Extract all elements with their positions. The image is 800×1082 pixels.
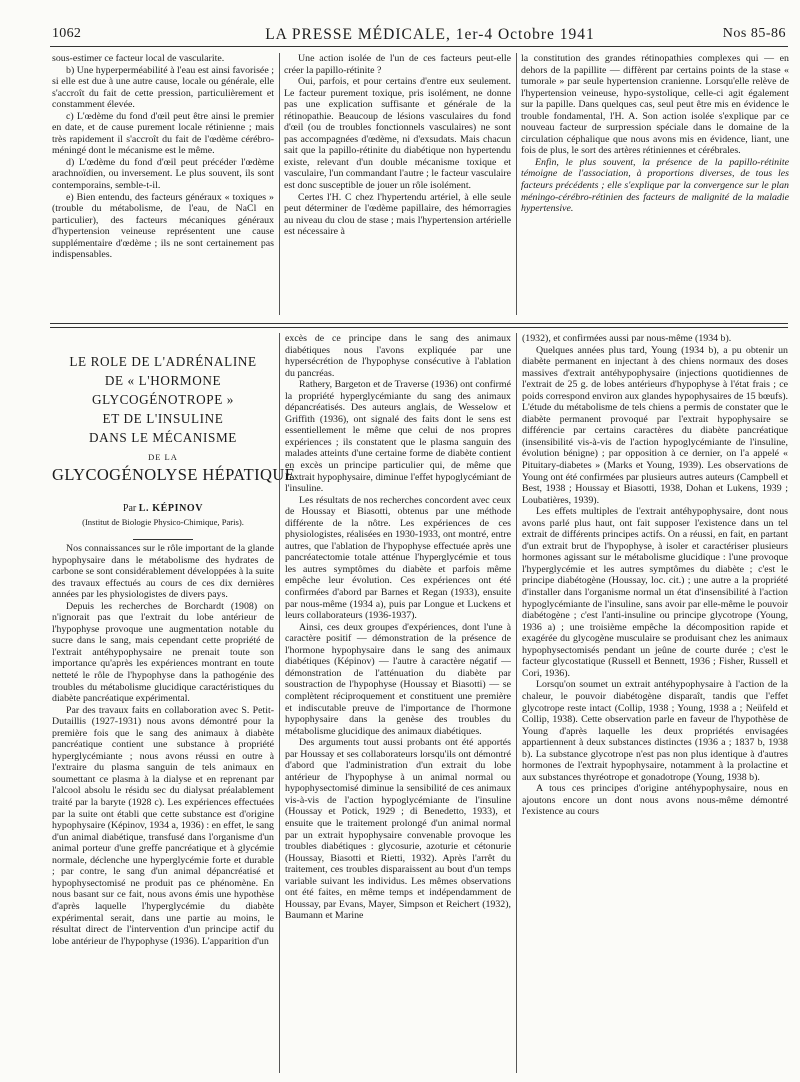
author-name: L. KÉPINOV — [138, 503, 204, 514]
paragraph: Rathery, Bargeton et de Traverse (1936) ont confirmé la propriété hyperglycémiante du sang des animaux dépancréatisés. Des auteurs anglais, de Wesselow et Griffith (1936), ont signalé des faits dont le sens est essentiellement le même que celui de nos propres expériences ; ils constatent que le plasma sanguin des malades atteints d'une certaine forme de diabète contient en excès un principe particulier qui, de même que l'extrait hypophysaire, diminue l'effet hypoglycémiant de l'insuline. — [285, 379, 511, 495]
paragraph: (1932), et confirmées aussi par nous-même (1934 b). — [522, 333, 732, 344]
journal-title: LA PRESSE MÉDICALE, 1er-4 Octobre 1941 — [265, 26, 595, 43]
paragraph: la constitution des grandes rétinopathies complexes qui — en dehors de la papillite — diffèrent par certains points de la stase « tumorale » par seule hypertension cranienne. Lorsqu'elle relève de l'hypertension veineuse, hypo-systolique, celle-ci agit également sur la papille. Dans quelques cas, seul peut être mis en évidence le trouble fondamental, l'H. A. Son action isolée s'explique par ce nouveau facteur de surpression spéciale dans le domaine de la circulation céphalique que nous avons mis en évidence, liant, une fois de plus, le sort des artères rétiniennes et cérébrales. — [521, 53, 789, 157]
title-line: DANS LE MÉCANISME — [89, 430, 237, 445]
paragraph: Des arguments tout aussi probants ont été apportés par Houssay et ses collaborateurs lorsqu'ils ont démontré d'abord que l'administration d'un extrait du lobe antérieur de l'hypophyse à un animal normal ou hypophysectomisé diminue la sensibilité de ces animaux vis-à-vis de l'action hypoglycémiante de l'insuline (Houssay et Potick, 1929 ; di Benedetto, 1933), et ensuite que le traitement prolongé d'un animal normal par un extrait hypophysaire convenable provoque les troubles diabétiques : glycosurie, azoturie et cétonurie (Houssay, Biasotti et Rietti, 1932). Après l'arrêt du traitement, ces troubles disparaissent au bout d'un temps variable suivant les individus. Les mêmes observations ont été faites, en même temps et indépendamment de Houssay, par Evans, Mayer, Simpson et Reichert (1932), Baumann et Marine — [285, 737, 511, 922]
paragraph: Nos connaissances sur le rôle important de la glande hypophysaire dans le métabolisme des hydrates de carbone se sont considérablement développées à la suite des travaux effectués au cours de ces dix dernières années par les physiologistes de divers pays. — [52, 543, 274, 601]
article-title-block — [52, 352, 296, 540]
author-prefix: Par — [122, 503, 137, 514]
issue-numbers: Nos 85-86 — [722, 26, 786, 41]
author-institution: (Institut de Biologie Physico-Chimique, Paris). — [82, 517, 244, 527]
paragraph: Par des travaux faits en collaboration avec S. Petit-Dutaillis (1927-1931) nous avons démontré pour la première fois que le sang des animaux à diabète pancréatique contient une substance à propriété hyperglycémiante ; nous avons réussi en outre à l'extraire du plasma sanguin de tels animaux en soumettant ce plasma à la dialyse et en reprenant par l'alcool absolu le résidu sec du dialysat préalablement traité par la baryte (1928 c). Les expériences effectuées par la suite ont établi que cette substance est d'origine hypophysaire (Képinov, 1934 a, 1936) : en effet, le sang d'un animal diabétique, transfusé dans l'organisme d'un animal porteur d'une greffe pancréatique et à glycémie normale, déclenche une hyperglycémie forte et durable ; par contre, le sang d'un animal dépancréatisé et hypophysectomisé ne produit pas ce phénomène. En nous basant sur ce fait, nous avons émis une hypothèse d'après laquelle l'hyperglycémie du diabète expérimental serait, dans une partie au moins, le résultat direct de l'intervention d'un principe actif du lobe antérieur de l'hypophyse (1936). L'apparition d'un — [52, 704, 274, 947]
header-rule — [50, 46, 788, 47]
page-number: 1062 — [52, 26, 82, 41]
section-rule — [50, 327, 788, 328]
paragraph: Les effets multiples de l'extrait antéhypophysaire, dont nous avons parlé plus haut, ont fait supposer l'existence dans un tel extrait de différents principes actifs. On a réussi, en fait, en partant d'un extrait brut de l'hypophyse, à isoler et caractériser plusieurs hormones agissant sur le métabolisme glucidique : l'une provoque l'hyperglycémie et les autres symptômes du diabète ; c'est le principe diabétogène (Houssay, loc. cit.) ; une autre a la propriété d'installer dans l'organisme normal un état d'insensibilité à l'action hypoglycémiante de l'insuline, sans avoir par elle-même le pouvoir diabétogène ; c'est l'anti-insuline ou principe glycotrope (Young, 1936 a) ; une troisième empêche la décomposition rapide et exagérée du glycogène musculaire se produisant chez les animaux hypophysectomisés pendant un jeûne de courte durée ; c'est le facteur glycostatique (Russell et Bennett, 1936 ; Fisher, Russell et Cori, 1936). — [522, 506, 788, 679]
paragraph: d) L'œdème du fond d'œil peut précéder l'œdème arachnoïdien, ou inversement. Le plus souvent, ils sont contemporains, semble-t-il. — [52, 156, 274, 192]
column-divider — [516, 53, 517, 315]
article-column-2 — [285, 333, 511, 922]
column-divider — [279, 333, 280, 1073]
top-column-1 — [52, 53, 274, 261]
paragraph: excès de ce principe dans le sang des animaux diabétiques nous l'avons expliquée par une hypersécrétion de l'hypophyse consécutive à l'ablation du pancréas. — [285, 333, 511, 379]
article-column-1 — [52, 543, 274, 947]
title-connector: DE LA — [148, 452, 178, 462]
byline — [52, 503, 274, 514]
conclusion-paragraph: Enfin, le plus souvent, la présence de la papillo-rétinite témoigne de l'association, à proportions diverses, de tous les facteurs précédents ; elle s'explique par la convergence sur le plan méningo-cérébro-rétinien des facteurs de malignité de la maladie hypertensive. — [521, 156, 789, 215]
paragraph: Les résultats de nos recherches concordent avec ceux de Houssay et Biasotti, obtenus par une méthode différente de la nôtre. Les expériences de ces physiologistes, réalisées en 1930-1933, ont montré, entre autres, que l'ablation de l'hypophyse effectuée après une pancréatectomie totale atténue l'hyperglycémie et tous les autres symptômes du diabète et parfois même empêche leur évolution. Ces expériences ont été confirmées d'abord par Barnes et Regan (1933), ensuite par nous-même (1934 a), puis par Longue et Luckens et leurs collaborateurs (1936-1937). — [285, 494, 511, 622]
paragraph: Oui, parfois, et pour certains d'entre eux seulement. Le facteur purement toxique, pris isolément, ne donne pas une explication suffisante et générale de la rétinopathie. Beaucoup de lésions vasculaires du fond d'œil (ou de troubles fonctionnels vasculaires) ne sont pas accompagnées d'œdème, ni d'exsudats. Mais chacun sait que la papillo-rétinite du diabétique non hypertendu existe, relevant d'un double mécanisme toxique et vasculaire, l'un commandant l'autre ; le facteur vasculaire est donc susceptible de jouer un rôle isolément. — [284, 76, 511, 192]
title-main: GLYCOGÉNOLYSE HÉPATIQUE — [52, 465, 296, 484]
column-divider — [516, 333, 517, 1073]
paragraph: b) Une hyperperméabilité à l'eau est ainsi favorisée ; si elle est due à une autre cause, locale ou générale, elle s'accroît du fait de cette pression, particulièrement et constamment élevée. — [52, 64, 274, 111]
top-column-2 — [284, 53, 511, 238]
title-line: GLYCOGÉNOTROPE » — [92, 392, 234, 407]
paragraph: Depuis les recherches de Borchardt (1908) on n'ignorait pas que l'extrait du lobe antérieur de l'hypophyse provoque une augmentation notable du sucre dans le sang, mais cependant cette propriété de l'extrait antéhypophysaire ne prenait toute son importance qu'après les expériences montrant en toute netteté le rôle de l'hypophyse dans la pathogénie des troubles du métabolisme glucidique caractéristiques du diabète pancréatique expérimental. — [52, 600, 274, 705]
paragraph: A tous ces principes d'origine antéhypophysaire, nous en ajoutons encore un dont nous avons nous-même démontré l'existence au cours — [522, 783, 788, 818]
paragraph: Certes l'H. C chez l'hypertendu artériel, à elle seule peut déterminer de l'œdème papillaire, des hémorragies au niveau du clou de stase ; mais l'hypertension artérielle est nécessaire à — [284, 191, 511, 238]
title-line: DE « L'HORMONE — [104, 373, 222, 388]
title-line: ET DE L'INSULINE — [102, 411, 224, 426]
running-header — [50, 26, 788, 46]
section-rule — [50, 323, 788, 324]
paragraph: Ainsi, ces deux groupes d'expériences, dont l'une à caractère positif — démonstration de la présence de l'hormone hypophysaire dans le sang des animaux diabétiques (Képinov) — l'autre à caractère négatif — démonstration de l'atténuation du diabète par soustraction de l'hypophyse (Houssay et Biasotti) — se complètent réciproquement et constituent une première et indiscutable preuve de l'importance de l'hormone hypophysaire dans la genèse des troubles du métabolisme glucidique des animaux diabétiques. — [285, 621, 511, 737]
title-line: LE ROLE DE L'ADRÉNALINE — [69, 354, 257, 369]
paragraph: Quelques années plus tard, Young (1934 b), a pu obtenir un diabète permanent en injectant à des chiens normaux des doses massives d'extrait antéhypophysaire (injections quotidiennes de l'extrait de 25 g. de lobes antérieurs d'hypophyse à l'état frais ; ce poids correspond environ aux glandes hypophysaires de 15 bœufs). L'étude du métabolisme de tels chiens a permis de constater que le diabète permanent provoqué par l'extrait hypophysaire se différencie par certains caractères du diabète pancréatique (insensibilité vis-à-vis de l'action hypoglycémiante de l'insuline, évolution bénigne) ; par opposition à ce dernier, on l'a appelé « Pituitary-diabetes » (Marks et Young, 1939). Les observations de Young ont été confirmées par plusieurs autres auteurs (Campbell et Best, 1938 ; Houssay et Biasotti, 1938, Dohan et Lukens, 1939 ; Loubatières, 1939). — [522, 344, 788, 506]
top-column-3 — [521, 53, 789, 215]
paragraph: Une action isolée de l'un de ces facteurs peut-elle créer la papillo-rétinite ? — [284, 53, 511, 76]
paragraph: Lorsqu'on soumet un extrait antéhypophysaire à l'action de la chaleur, le pouvoir diabétogène disparaît, tandis que l'effet glycotrope reste intact (Collip, 1938 ; Young, 1938 a ; Neüfeld et Collip, 1938). Cette observation parle en faveur de l'hypothèse de Young d'après laquelle les deux propriétés envisagées appartiennent à deux substances distinctes (1936 a ; 1837 b, 1938 b). La substance glycotrope n'est pas non plus identique à d'autres hormones de l'extrait hypophysaire, notamment à la prolactine et aux substances thyréotrope et gonadotrope (Young, 1938 b). — [522, 679, 788, 783]
title-rule — [133, 539, 193, 540]
paragraph: c) L'œdème du fond d'œil peut être ainsi le premier en date, et de cause purement locale rétinienne ; mais très rapidement il s'accroît du fait de l'œdème cérébro-méningé dont le mécanisme est le même. — [52, 110, 274, 157]
paragraph: e) Bien entendu, des facteurs généraux « toxiques » (trouble du métabolisme, de l'eau, de NaCl en particulier), des facteurs mécaniques généraux d'hypertension veineuse représentent une cause supplémentaire d'œdème ; ils ne sont certainement pas indispensables. — [52, 191, 274, 261]
column-divider — [279, 53, 280, 315]
paragraph: sous-estimer ce facteur local de vascularite. — [52, 53, 225, 64]
article-column-3 — [522, 333, 788, 818]
